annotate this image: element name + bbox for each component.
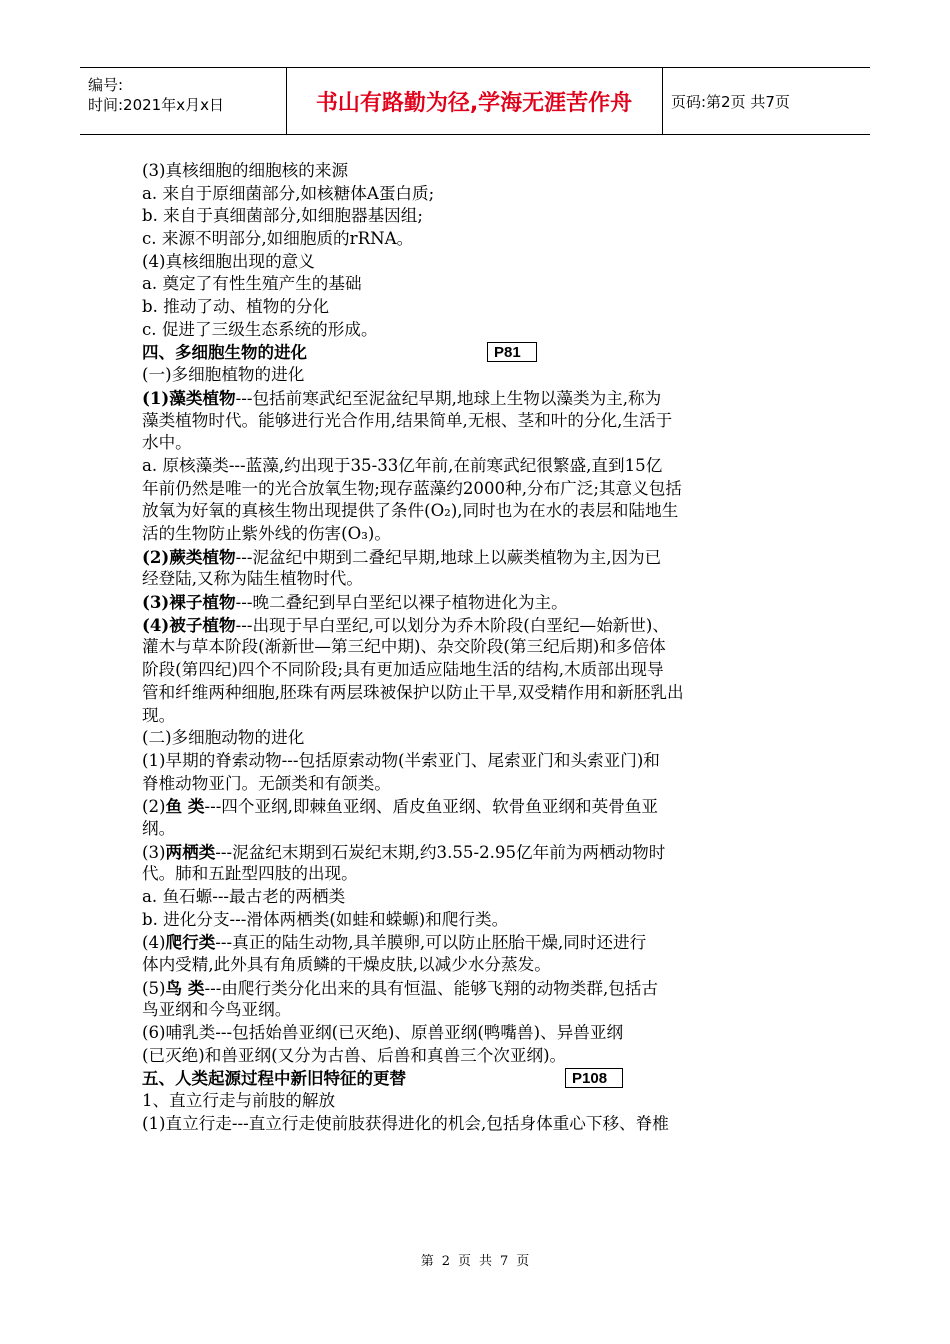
line-text: 鸟亚纲和今鸟亚纲。	[142, 1000, 292, 1020]
bold-term: (2)蕨类植物	[142, 546, 236, 567]
footer-text: 页	[516, 1254, 530, 1269]
line-text: ---泥盆纪中期到二叠纪早期,地球上以蕨类植物为主,因为已	[235, 547, 662, 567]
line-text: c. 来源不明部分,如细胞质的rRNA。	[142, 229, 414, 249]
line-text: (3)真核细胞的细胞核的来源	[142, 161, 349, 180]
text-line	[142, 205, 822, 228]
line-text: 代。肺和五趾型四肢的出现。	[142, 864, 358, 884]
bold-term: 两栖类	[165, 841, 216, 862]
footer-text: 第	[420, 1254, 434, 1269]
bold-term: 鱼 类	[165, 796, 205, 817]
line-text: (4)真核细胞出现的意义	[142, 251, 315, 271]
text-line	[142, 909, 822, 932]
number-label: 编号:	[88, 76, 124, 94]
line-text: 现。	[142, 705, 176, 725]
footer-total: 7	[500, 1254, 509, 1269]
footer-page: 2	[441, 1254, 450, 1269]
footer-text: 页	[457, 1254, 471, 1269]
document-body	[142, 160, 822, 1136]
line-text: c. 促进了三级生态系统的形成。	[142, 319, 378, 339]
line-text: 经登陆,又称为陆生植物时代。	[142, 569, 363, 589]
text-line	[142, 659, 822, 682]
line-prefix: (3)	[142, 842, 166, 862]
line-text: ---四个亚纲,即棘鱼亚纲、盾皮鱼亚纲、软骨鱼亚纲和英骨鱼亚	[204, 797, 659, 817]
footer-text: 共	[479, 1254, 493, 1269]
text-line	[142, 523, 822, 546]
line-text: 1、直立行走与前肢的解放	[142, 1091, 336, 1111]
text-line	[142, 160, 822, 183]
line-text: 放氧为好氧的真核生物出现提供了条件(O₂),同时也为在水的表层和陆地生	[142, 501, 679, 521]
line-text: ---晚二叠纪到早白垩纪以裸子植物进化为主。	[235, 593, 568, 613]
line-text: 藻类植物时代。能够进行光合作用,结果简单,无根、茎和叶的分化,生活于	[142, 410, 673, 430]
line-text: b. 进化分支---滑体两栖类(如蛙和蝾螈)和爬行类。	[142, 909, 509, 929]
text-line	[142, 228, 822, 251]
line-text: 水中。	[142, 433, 192, 453]
text-line	[142, 818, 822, 841]
text-line	[142, 750, 822, 773]
line-text: 活的生物防止紫外线的伤害(O₃)。	[142, 524, 391, 543]
bold-term: (1)藻类植物	[142, 387, 236, 408]
text-line	[142, 705, 822, 728]
line-text: (一)多细胞植物的进化	[142, 365, 305, 385]
text-line	[142, 387, 822, 410]
section-heading-5	[142, 1068, 822, 1091]
header-motto: 书山有路勤为径,学海无涯苦作舟	[286, 68, 663, 134]
text-line	[142, 183, 822, 206]
bold-term: (3)裸子植物	[142, 592, 236, 613]
text-line	[142, 682, 822, 705]
line-text: ---包括前寒武纪至泥盆纪早期,地球上生物以藻类为主,称为	[235, 388, 662, 408]
line-text: ---出现于早白垩纪,可以划分为乔木阶段(白垩纪—始新世)、	[235, 615, 669, 635]
line-text: a. 鱼石螈---最古老的两栖类	[142, 887, 346, 906]
line-text: a. 奠定了有性生殖产生的基础	[142, 274, 362, 294]
text-line	[142, 931, 822, 954]
text-line	[142, 773, 822, 796]
text-line	[142, 455, 822, 478]
line-text: a. 原核藻类---蓝藻,约出现于35-33亿年前,在前寒武纪很繁盛,直到15亿	[142, 455, 663, 475]
page-footer	[0, 1250, 950, 1269]
date-label: 时间:2021年x月x日	[88, 96, 224, 114]
page-header	[80, 67, 870, 135]
text-line	[142, 999, 822, 1022]
text-line	[142, 954, 822, 977]
text-line	[142, 863, 822, 886]
line-text: 体内受精,此外具有角质鳞的干燥皮肤,以减少水分蒸发。	[142, 955, 551, 975]
text-line	[142, 410, 822, 433]
section-title: 四、多细胞生物的进化	[142, 342, 307, 362]
line-text: 脊椎动物亚门。无颌类和有颌类。	[142, 773, 391, 793]
line-text: ---真正的陆生动物,具羊膜卵,可以防止胚胎干燥,同时还进行	[215, 933, 647, 953]
line-text: 管和纤维两种细胞,胚珠有两层珠被保护以防止干旱,双受精作用和新胚乳出	[142, 682, 684, 702]
text-line	[142, 568, 822, 591]
page-ref-box: P108	[565, 1068, 623, 1088]
text-line	[142, 841, 822, 864]
text-line	[142, 795, 822, 818]
text-line	[142, 1022, 822, 1045]
line-text: ---由爬行类分化出来的具有恒温、能够飞翔的动物类群,包括古	[204, 978, 659, 998]
line-text: 年前仍然是唯一的光合放氧生物;现存蓝藻约2000种,分布广泛;其意义包括	[142, 478, 682, 498]
text-line	[142, 364, 822, 387]
text-line	[142, 251, 822, 274]
line-prefix: (2)	[142, 797, 166, 817]
line-text: b. 推动了动、植物的分化	[142, 297, 330, 317]
text-line	[142, 886, 822, 909]
line-text: b. 来自于真细菌部分,如细胞器基因组;	[142, 206, 423, 226]
text-line	[142, 727, 822, 750]
bold-term: 鸟 类	[165, 977, 205, 998]
text-line	[142, 1045, 822, 1068]
section-heading-4	[142, 342, 822, 365]
section-title: 五、人类起源过程中新旧特征的更替	[142, 1068, 406, 1088]
page-ref-box: P81	[487, 342, 537, 362]
line-text: (1)早期的脊索动物---包括原索动物(半索亚门、尾索亚门和头索亚门)和	[142, 750, 660, 770]
line-text: (6)哺乳类---包括始兽亚纲(已灭绝)、原兽亚纲(鸭嘴兽)、异兽亚纲	[142, 1023, 624, 1043]
text-line	[142, 319, 822, 342]
line-text: (1)直立行走---直立行走使前肢获得进化的机会,包括身体重心下移、脊椎	[142, 1113, 669, 1133]
line-prefix: (5)	[142, 978, 166, 998]
text-line	[142, 977, 822, 1000]
text-line	[142, 591, 822, 614]
text-line	[142, 432, 822, 455]
text-line	[142, 546, 822, 569]
bold-term: 爬行类	[165, 932, 216, 953]
line-text: ---泥盆纪末期到石炭纪末期,约3.55-2.95亿年前为两栖动物时	[215, 842, 666, 862]
header-page-info: 页码:第2页 共7页	[671, 92, 790, 111]
text-line	[142, 296, 822, 319]
line-text: 阶段(第四纪)四个不同阶段;具有更加适应陆地生活的结构,木质部出现导	[142, 660, 664, 680]
text-line	[142, 636, 822, 659]
text-line	[142, 478, 822, 501]
text-line	[142, 1090, 822, 1113]
line-text: a. 来自于原细菌部分,如核糖体A蛋白质;	[142, 183, 435, 203]
header-meta	[80, 68, 287, 134]
line-text: 纲。	[142, 818, 176, 838]
line-text: (二)多细胞动物的进化	[142, 728, 305, 748]
bold-term: (4)被子植物	[142, 614, 236, 635]
line-text: (已灭绝)和兽亚纲(又分为古兽、后兽和真兽三个次亚纲)。	[142, 1045, 567, 1065]
text-line	[142, 1113, 822, 1136]
text-line	[142, 273, 822, 296]
line-prefix: (4)	[142, 933, 166, 953]
text-line	[142, 500, 822, 523]
text-line	[142, 614, 822, 637]
line-text: 灌木与草本阶段(渐新世—第三纪中期)、杂交阶段(第三纪后期)和多倍体	[142, 637, 666, 657]
